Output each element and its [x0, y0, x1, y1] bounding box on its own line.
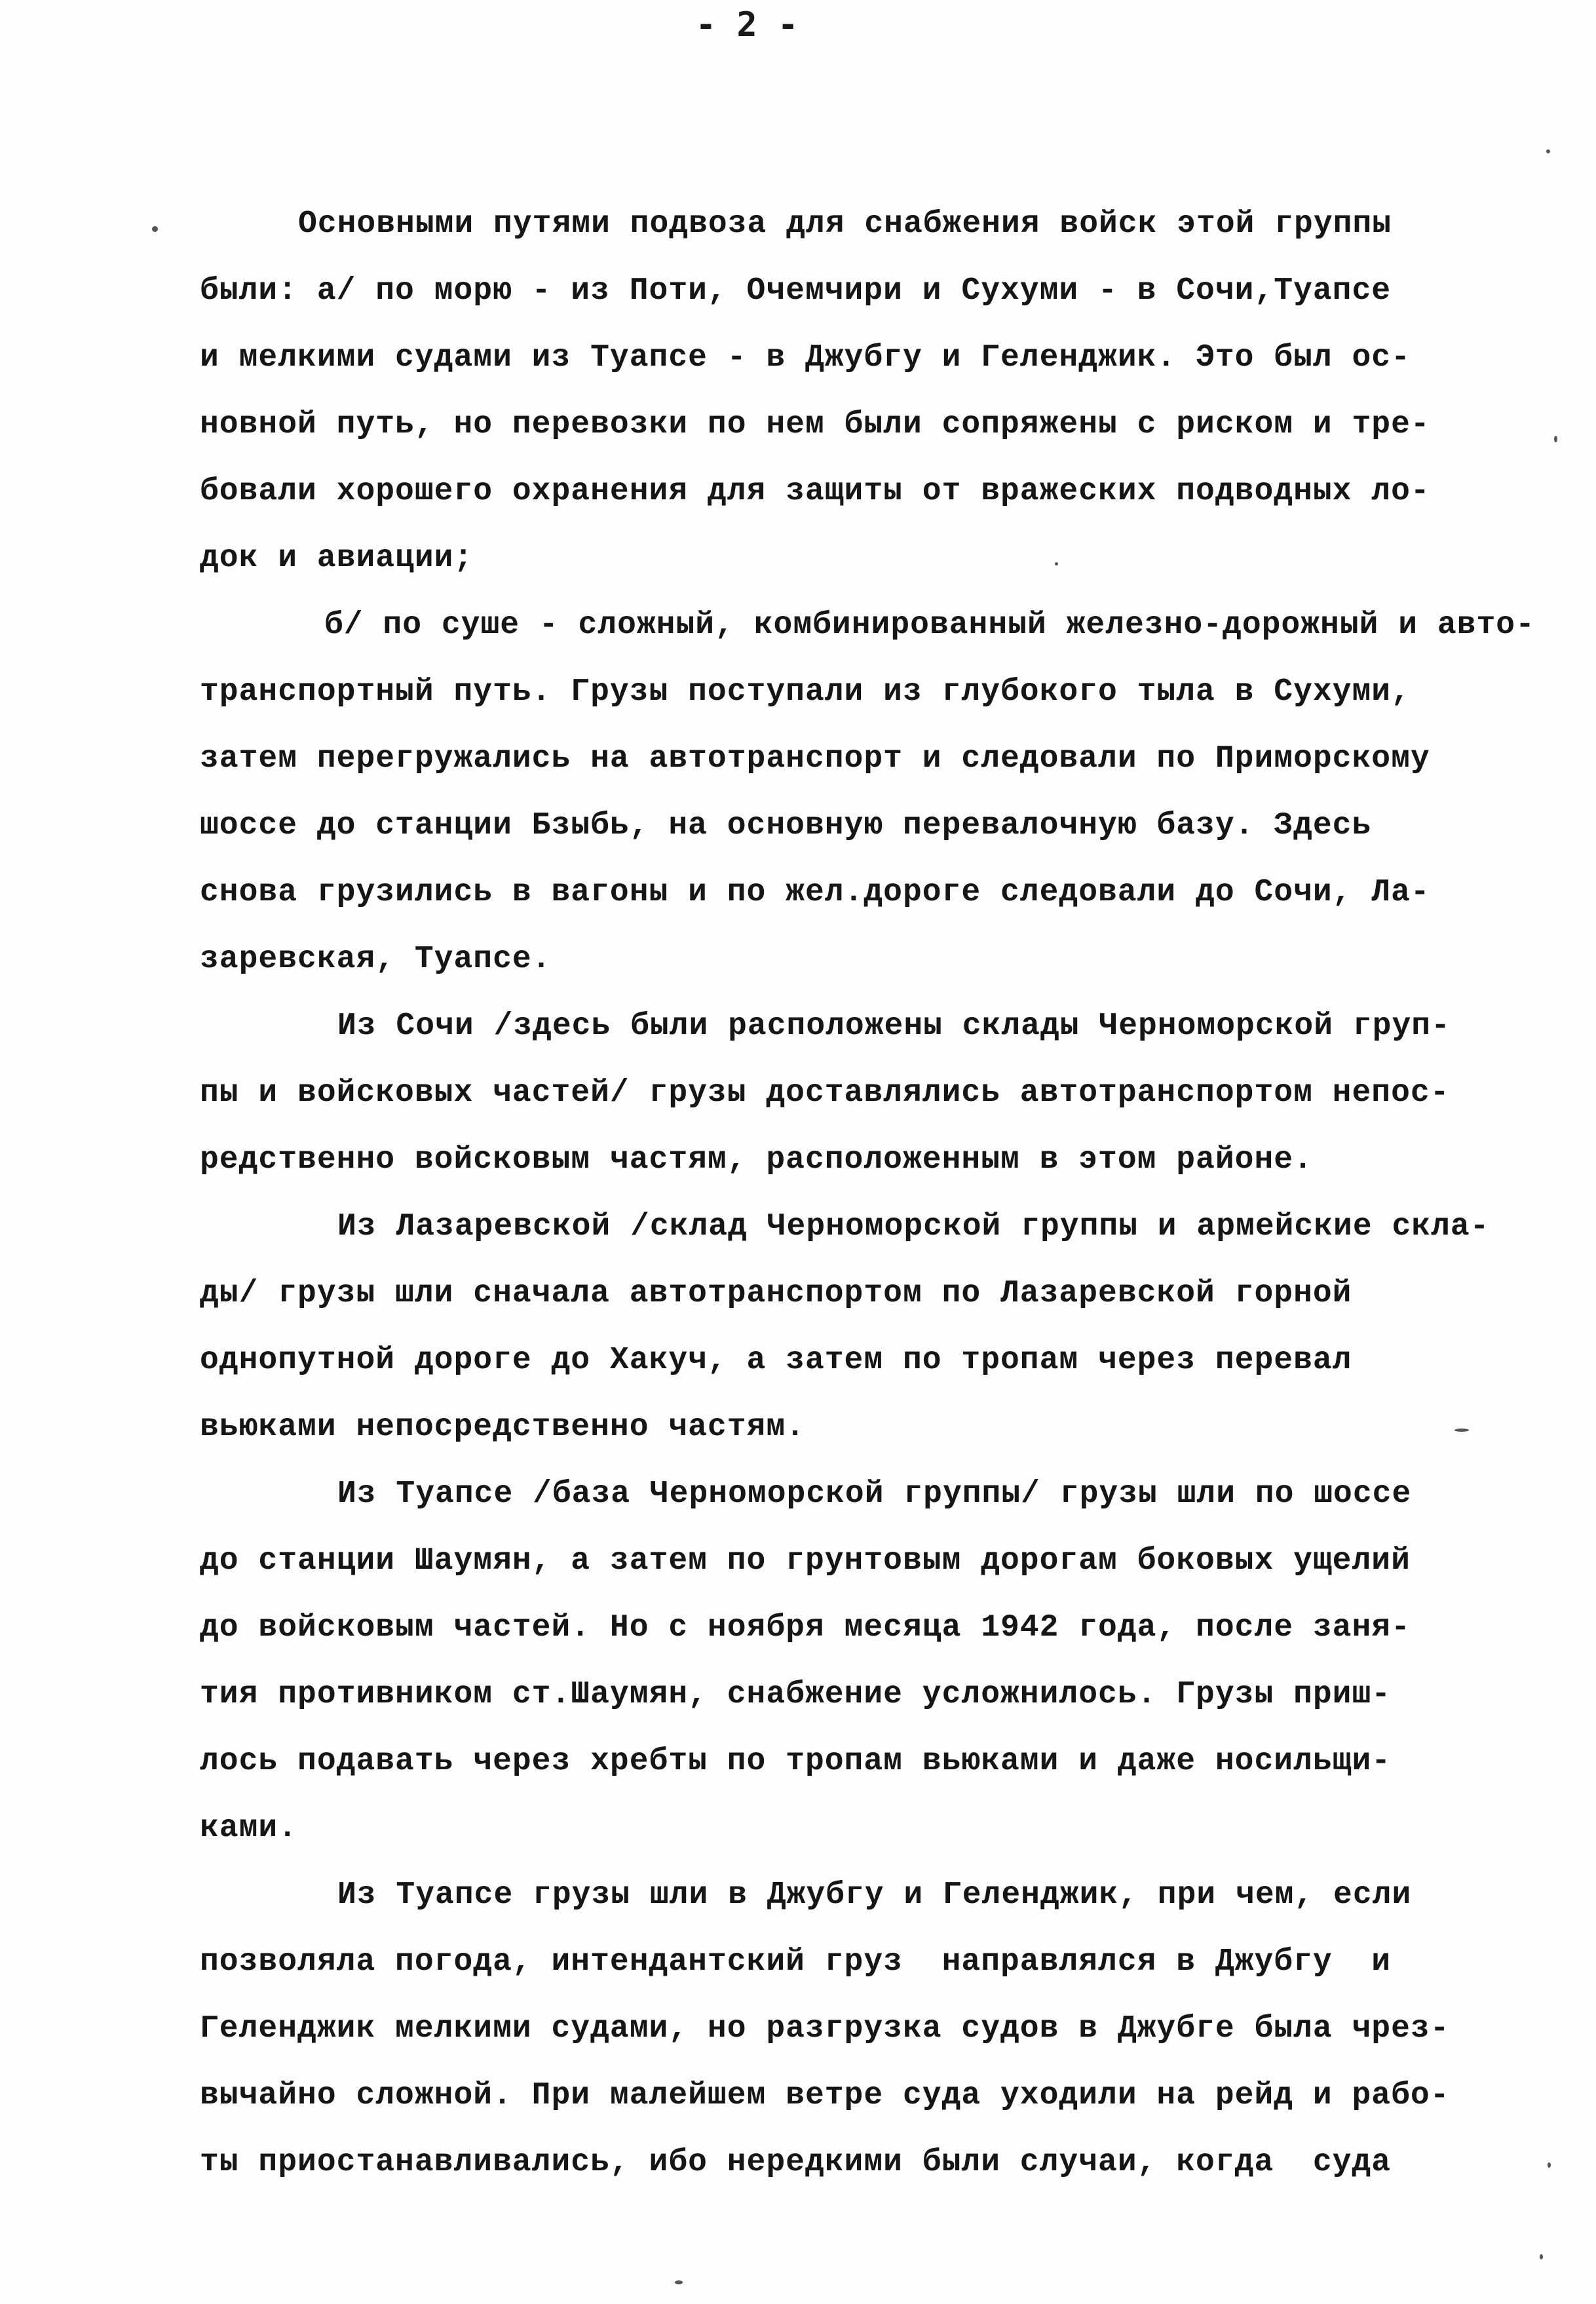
- scan-speck: [152, 226, 158, 232]
- scan-speck: [1548, 2162, 1551, 2168]
- page-number: - 2 -: [695, 5, 799, 45]
- text-line: снова грузились в вагоны и по жел.дороге следовали до Сочи, Ла-: [200, 875, 1430, 910]
- text-line: Из Туапсе грузы шли в Джубгу и Геленджик, при чем, если: [337, 1877, 1412, 1913]
- scan-speck: [1540, 2254, 1543, 2259]
- text-line: до войсковым частей. Но с ноября месяца 1942 года, после заня-: [200, 1610, 1411, 1645]
- text-line: шоссе до станции Бзыбь, на основную перевалочную базу. Здесь: [200, 808, 1372, 843]
- text-line: ты приостанавливались, ибо нередкими были случаи, когда суда: [200, 2145, 1392, 2180]
- text-line: заревская, Туапсе.: [200, 942, 552, 977]
- text-line: док и авиации;: [200, 541, 474, 576]
- text-line: были: а/ по морю - из Поти, Очемчири и Сухуми - в Сочи,Туапсе: [200, 273, 1392, 309]
- text-line: позволяла погода, интендантский груз направлялся в Джубгу и: [200, 1944, 1392, 1980]
- text-line: затем перегружались на автотранспорт и следовали по Приморскому: [200, 741, 1430, 777]
- scan-speck: [1546, 149, 1550, 153]
- text-line: Из Лазаревской /склад Черноморской группы и армейские скла-: [337, 1209, 1490, 1244]
- text-line: б/ по суше - сложный, комбинированный железно-дорожный и авто-: [324, 607, 1535, 643]
- text-line: транспортный путь. Грузы поступали из глубокого тыла в Сухуми,: [200, 674, 1411, 710]
- text-line: пы и войсковых частей/ грузы доставлялись автотранспортом непос-: [200, 1075, 1450, 1111]
- text-line: Из Сочи /здесь были расположены склады Черноморской груп-: [337, 1008, 1451, 1044]
- text-line: и мелкими судами из Туапсе - в Джубгу и Геленджик. Это был ос-: [200, 340, 1411, 375]
- text-line: лось подавать через хребты по тропам вьюками и даже носильщи-: [200, 1744, 1392, 1779]
- text-line: тия противником ст.Шаумян, снабжение усложнилось. Грузы приш-: [200, 1677, 1392, 1712]
- text-line: ды/ грузы шли сначала автотранспортом по Лазаревской горной: [200, 1276, 1352, 1311]
- text-line: Геленджик мелкими судами, но разгрузка судов в Джубге была чрез-: [200, 2011, 1450, 2046]
- scan-speck: [1454, 1429, 1469, 1432]
- text-line: новной путь, но перевозки по нем были сопряжены с риском и тре-: [200, 407, 1430, 442]
- text-line: Основными путями подвоза для снабжения войск этой группы: [298, 206, 1392, 242]
- text-line: бовали хорошего охранения для защиты от вражеских подводных ло-: [200, 474, 1430, 509]
- scan-speck: [1554, 436, 1557, 442]
- text-line: однопутной дороге до Хакуч, а затем по тропам через перевал: [200, 1343, 1352, 1378]
- text-line: Из Туапсе /база Черноморской группы/ грузы шли по шоссе: [337, 1476, 1412, 1512]
- text-line: вычайно сложной. При малейшем ветре суда уходили на рейд и рабо-: [200, 2078, 1450, 2113]
- text-line: редственно войсковым частям, расположенным в этом районе.: [200, 1142, 1313, 1178]
- text-line: до станции Шаумян, а затем по грунтовым дорогам боковых ущелий: [200, 1543, 1411, 1579]
- scan-speck: [675, 2280, 683, 2284]
- text-line: вьюками непосредственно частям.: [200, 1410, 805, 1445]
- text-line: ками.: [200, 1811, 298, 1846]
- scan-speck: [1055, 562, 1058, 566]
